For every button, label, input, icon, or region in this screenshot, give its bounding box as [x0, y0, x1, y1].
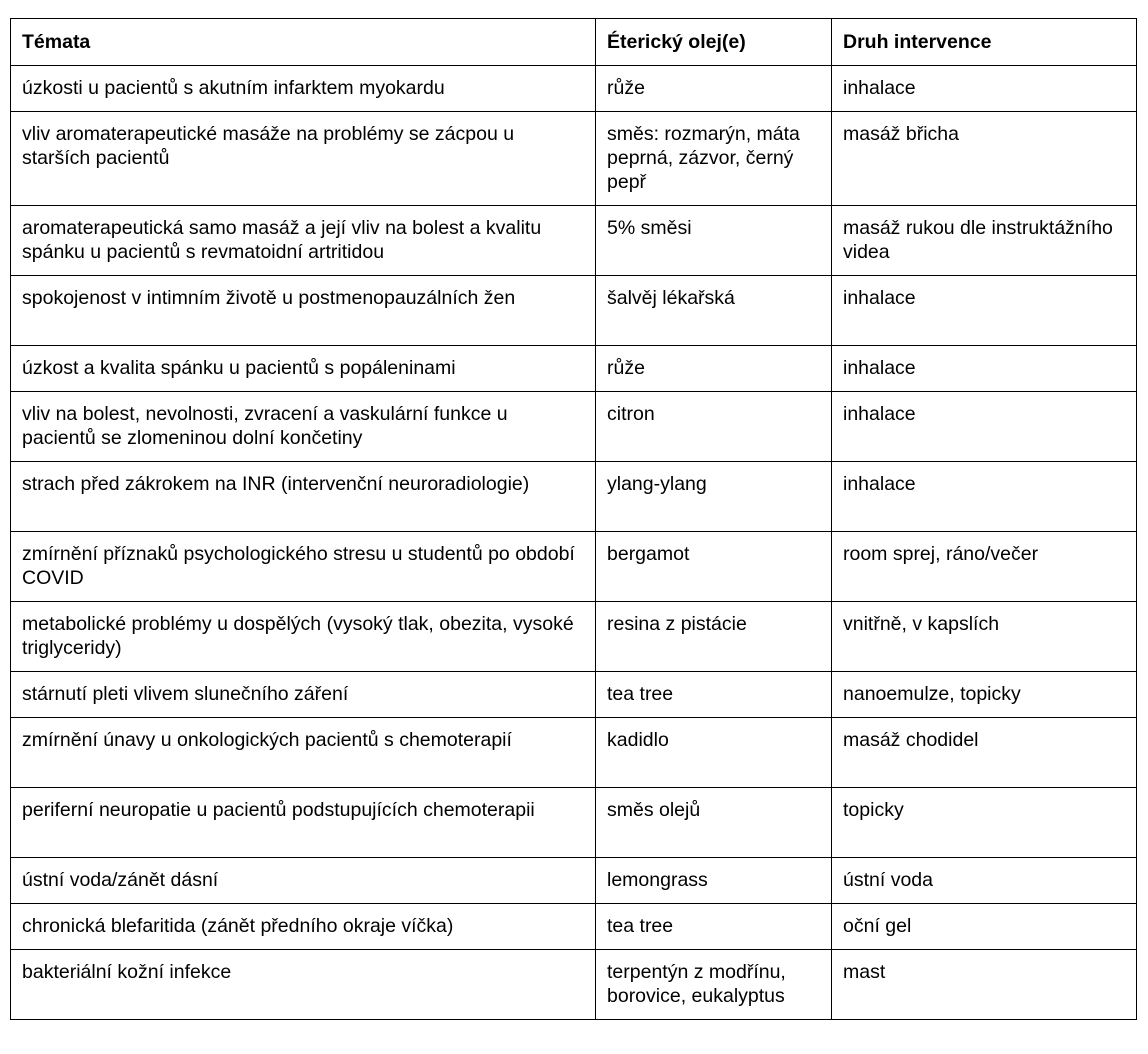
- table-row: [11, 904, 1137, 950]
- essential-oils-table: [10, 18, 1137, 1020]
- cell-topic: ústní voda/zánět dásní: [11, 858, 596, 904]
- cell-intervention: inhalace: [832, 276, 1137, 346]
- cell-topic: stárnutí pleti vlivem slunečního záření: [11, 672, 596, 718]
- table-row: [11, 112, 1137, 206]
- table-row: [11, 276, 1137, 346]
- cell-oil: resina z pistácie: [596, 602, 832, 672]
- table-row: [11, 858, 1137, 904]
- cell-intervention: room sprej, ráno/večer: [832, 532, 1137, 602]
- cell-oil: růže: [596, 346, 832, 392]
- header-intervention-type: Druh intervence: [832, 19, 1137, 66]
- cell-oil: citron: [596, 392, 832, 462]
- cell-oil: růže: [596, 66, 832, 112]
- table-row: [11, 602, 1137, 672]
- header-topics: Témata: [11, 19, 596, 66]
- cell-intervention: mast: [832, 950, 1137, 1020]
- cell-topic: úzkost a kvalita spánku u pacientů s popáleninami: [11, 346, 596, 392]
- cell-topic: metabolické problémy u dospělých (vysoký tlak, obezita, vysoké triglyceridy): [11, 602, 596, 672]
- table-row: [11, 532, 1137, 602]
- cell-topic: zmírnění příznaků psychologického stresu u studentů po období COVID: [11, 532, 596, 602]
- table-row: [11, 66, 1137, 112]
- cell-intervention: oční gel: [832, 904, 1137, 950]
- cell-intervention: topicky: [832, 788, 1137, 858]
- cell-oil: směs olejů: [596, 788, 832, 858]
- cell-topic: strach před zákrokem na INR (intervenční neuroradiologie): [11, 462, 596, 532]
- cell-intervention: ústní voda: [832, 858, 1137, 904]
- table-row: [11, 206, 1137, 276]
- cell-intervention: inhalace: [832, 346, 1137, 392]
- cell-intervention: masáž břicha: [832, 112, 1137, 206]
- cell-oil: lemongrass: [596, 858, 832, 904]
- cell-topic: bakteriální kožní infekce: [11, 950, 596, 1020]
- table-row: [11, 346, 1137, 392]
- cell-intervention: masáž rukou dle instruktážního videa: [832, 206, 1137, 276]
- cell-oil: bergamot: [596, 532, 832, 602]
- cell-topic: vliv na bolest, nevolnosti, zvracení a vaskulární funkce u pacientů se zlomeninou dolní končetiny: [11, 392, 596, 462]
- table-row: [11, 718, 1137, 788]
- header-essential-oils: Éterický olej(e): [596, 19, 832, 66]
- cell-intervention: masáž chodidel: [832, 718, 1137, 788]
- cell-topic: periferní neuropatie u pacientů podstupujících chemoterapii: [11, 788, 596, 858]
- table-row: [11, 788, 1137, 858]
- essential-oils-table-container: [10, 18, 1136, 1020]
- cell-oil: šalvěj lékařská: [596, 276, 832, 346]
- cell-oil: 5% směsi: [596, 206, 832, 276]
- cell-topic: vliv aromaterapeutické masáže na problémy se zácpou u starších pacientů: [11, 112, 596, 206]
- cell-oil: ylang-ylang: [596, 462, 832, 532]
- cell-topic: úzkosti u pacientů s akutním infarktem myokardu: [11, 66, 596, 112]
- cell-topic: spokojenost v intimním životě u postmenopauzálních žen: [11, 276, 596, 346]
- table-row: [11, 950, 1137, 1020]
- cell-oil: kadidlo: [596, 718, 832, 788]
- cell-intervention: inhalace: [832, 462, 1137, 532]
- table-row: [11, 392, 1137, 462]
- table-row: [11, 462, 1137, 532]
- cell-topic: chronická blefaritida (zánět předního okraje víčka): [11, 904, 596, 950]
- cell-topic: zmírnění únavy u onkologických pacientů s chemoterapií: [11, 718, 596, 788]
- cell-intervention: inhalace: [832, 66, 1137, 112]
- table-row: [11, 672, 1137, 718]
- cell-oil: směs: rozmarýn, máta peprná, zázvor, černý pepř: [596, 112, 832, 206]
- cell-oil: tea tree: [596, 672, 832, 718]
- cell-intervention: vnitřně, v kapslích: [832, 602, 1137, 672]
- cell-intervention: nanoemulze, topicky: [832, 672, 1137, 718]
- cell-oil: tea tree: [596, 904, 832, 950]
- cell-intervention: inhalace: [832, 392, 1137, 462]
- cell-oil: terpentýn z modřínu, borovice, eukalyptus: [596, 950, 832, 1020]
- cell-topic: aromaterapeutická samo masáž a její vliv na bolest a kvalitu spánku u pacientů s revmatoidní artritidou: [11, 206, 596, 276]
- table-header-row: [11, 19, 1137, 66]
